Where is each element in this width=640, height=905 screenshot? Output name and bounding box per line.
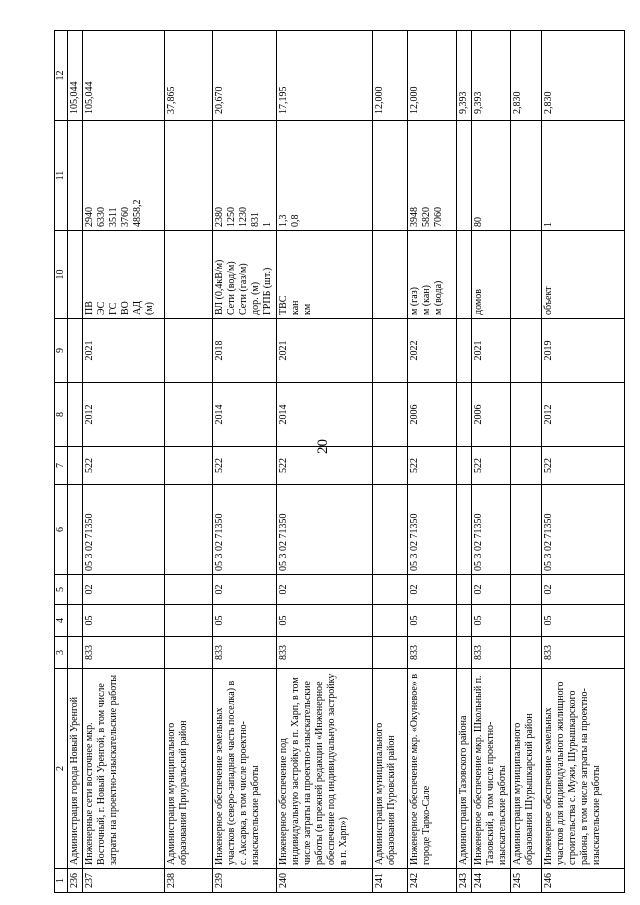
table-cell: 05 [542,605,625,637]
table-cell: 2,830 [511,31,542,121]
table-cell [165,447,213,485]
table-cell [68,319,83,383]
table-cell: 522 [277,447,373,485]
table-cell: 2022 [408,319,457,383]
header-cell: 12 [55,31,68,121]
table-cell: 2019 [542,319,625,383]
table-cell: 9,393 [472,31,511,121]
table-cell [373,231,408,319]
table-cell [68,383,83,447]
item-name-cell: Администрация муниципального образования Шурышкарский район [511,669,542,869]
row-number-cell: 242 [408,869,457,893]
table-cell: 2,830 [542,31,625,121]
table-cell: 522 [213,447,277,485]
table-cell: 833 [277,637,373,669]
row-number-cell: 241 [373,869,408,893]
table-cell [68,575,83,605]
header-cell: 1 [55,869,68,893]
table-row [213,31,277,893]
header-cell: 9 [55,319,68,383]
table-cell [511,383,542,447]
table-cell: ПВ ЭС ГС ВО АД (м) [83,231,165,319]
table-cell: 20,670 [213,31,277,121]
budget-table [54,30,625,893]
table-cell [165,121,213,231]
table-cell: 2014 [213,383,277,447]
table-row [165,31,213,893]
row-number-cell: 243 [457,869,472,893]
table-cell: 2006 [472,383,511,447]
table-cell [68,231,83,319]
table-cell: 12,000 [373,31,408,121]
table-cell [457,319,472,383]
table-cell: 2021 [277,319,373,383]
table-cell: 833 [472,637,511,669]
table-cell: 02 [408,575,457,605]
table-cell [511,231,542,319]
table-row [511,31,542,893]
table-cell: 02 [277,575,373,605]
table-cell [68,605,83,637]
row-number-cell: 237 [83,869,165,893]
item-name-cell: Администрация Тазовского района [457,669,472,869]
table-cell: ТВС кан км [277,231,373,319]
header-cell: 3 [55,637,68,669]
rotated-landscape-table [54,31,602,893]
item-name-cell: Администрация муниципального образования Пуровский район [373,669,408,869]
table-cell [68,485,83,575]
table-cell: 05 3 02 71350 [213,485,277,575]
table-cell [68,637,83,669]
row-number-cell: 245 [511,869,542,893]
page-number: 20 [315,439,331,454]
table-cell [511,575,542,605]
table-cell [457,447,472,485]
header-cell: 2 [55,669,68,869]
table-cell: 02 [213,575,277,605]
table-cell: 02 [542,575,625,605]
header-cell: 7 [55,447,68,485]
table-cell [457,575,472,605]
table-cell: 37,865 [165,31,213,121]
table-row [472,31,511,893]
table-cell: 833 [213,637,277,669]
table-cell [457,231,472,319]
item-name-cell: Инженерное обеспечение земельных участков (северо-западная часть поселка) в с. Аксарка, в том числе проектно-изыскательские работы [213,669,277,869]
header-cell: 11 [55,121,68,231]
table-cell: 05 3 02 71350 [542,485,625,575]
item-name-cell: Инженерное обеспечение мкр. «Окуневое» в городе Тарко-Сале [408,669,457,869]
header-cell: 6 [55,485,68,575]
table-cell: 522 [83,447,165,485]
table-row [373,31,408,893]
table-cell [511,605,542,637]
table-cell: 05 3 02 71350 [277,485,373,575]
table-cell: 05 3 02 71350 [83,485,165,575]
table-cell [511,121,542,231]
item-name-cell: Инженерное обеспечение земельных участков для индивидуального жилищного строительства с. Мужи, Шурышкарского района, в том числе затраты на проектно-изыскательские работы [542,669,625,869]
table-cell: 2021 [472,319,511,383]
table-cell: 2014 [277,383,373,447]
header-cell: 4 [55,605,68,637]
table-cell: 17,195 [277,31,373,121]
table-cell: 2012 [542,383,625,447]
table-cell: 2940 6330 3511 3760 4858,2 [83,121,165,231]
table-cell [511,319,542,383]
header-cell: 8 [55,383,68,447]
item-name-cell: Администрация города Новый Уренгой [68,669,83,869]
table-cell: 80 [472,121,511,231]
header-cell: 5 [55,575,68,605]
table-cell: 05 [213,605,277,637]
table-cell [457,485,472,575]
table-cell [165,231,213,319]
table-cell [373,575,408,605]
table-cell [373,485,408,575]
item-name-cell: Администрация муниципального образования Приуральский район [165,669,213,869]
table-cell [373,447,408,485]
table-cell [373,383,408,447]
table-cell: 3948 5820 7060 [408,121,457,231]
row-number-cell: 240 [277,869,373,893]
table-cell [165,575,213,605]
table-cell [165,383,213,447]
table-cell: 12,000 [408,31,457,121]
table-cell [457,121,472,231]
table-cell [165,605,213,637]
table-cell: домов [472,231,511,319]
table-wrapper [54,31,602,893]
table-cell [373,637,408,669]
table-cell: 522 [542,447,625,485]
table-cell [511,447,542,485]
table-row [83,31,165,893]
row-number-cell: 239 [213,869,277,893]
table-cell [373,121,408,231]
table-cell: 1 [542,121,625,231]
table-cell: ВЛ (0,4кВ/м) Сети (вод/м) Сети (газ/м) дор. (м) ГРПБ (шт.) [213,231,277,319]
table-cell: 02 [472,575,511,605]
table-cell: объект [542,231,625,319]
table-cell: 02 [83,575,165,605]
table-cell: 05 [83,605,165,637]
table-cell [68,447,83,485]
table-cell: 105,044 [68,31,83,121]
table-cell [457,637,472,669]
table-cell: 2380 1250 1230 831 1 [213,121,277,231]
table-cell: 833 [408,637,457,669]
table-cell: 05 3 02 71350 [472,485,511,575]
table-cell: 05 3 02 71350 [408,485,457,575]
table-row [457,31,472,893]
table-cell: 2006 [408,383,457,447]
table-cell: 833 [542,637,625,669]
item-name-cell: Инженерные сети восточнее мкр. Восточный, г. Новый Уренгой, в том числе затраты на проектно-изыскательские работы [83,669,165,869]
item-name-cell: Инженерное обеспечение мкр. Школьный п. Тазовский, в том числе проектно-изыскательские работы [472,669,511,869]
table-cell: 05 [408,605,457,637]
table-cell: 522 [408,447,457,485]
table-row [542,31,625,893]
table-cell [165,319,213,383]
table-cell: 2018 [213,319,277,383]
table-cell [373,605,408,637]
table-cell: 833 [83,637,165,669]
table-cell [511,485,542,575]
table-row [68,31,83,893]
header-cell: 10 [55,231,68,319]
table-row [277,31,373,893]
table-row [408,31,457,893]
table-cell: 105,044 [83,31,165,121]
table-cell [457,383,472,447]
table-cell: 2012 [83,383,165,447]
table-cell [165,485,213,575]
table-cell: 1,3 0,8 [277,121,373,231]
item-name-cell: Инженерное обеспечение под индивидуальную застройку в п. Харп, в том числе затраты на проектно-изыскательские работы (в прежней редакции «Инженерное обеспечение под индивидуальную застройку в п. Харп») [277,669,373,869]
table-cell [165,637,213,669]
table-cell: 05 [277,605,373,637]
table-cell: м (газ) м (кан) м (вода) [408,231,457,319]
table-cell [457,605,472,637]
table-cell: 522 [472,447,511,485]
row-number-cell: 246 [542,869,625,893]
row-number-cell: 244 [472,869,511,893]
table-cell: 2021 [83,319,165,383]
table-cell: 9,393 [457,31,472,121]
table-cell [373,319,408,383]
row-number-cell: 236 [68,869,83,893]
table-cell [68,121,83,231]
row-number-cell: 238 [165,869,213,893]
table-cell [511,637,542,669]
table-cell: 05 [472,605,511,637]
header-row [55,31,68,893]
